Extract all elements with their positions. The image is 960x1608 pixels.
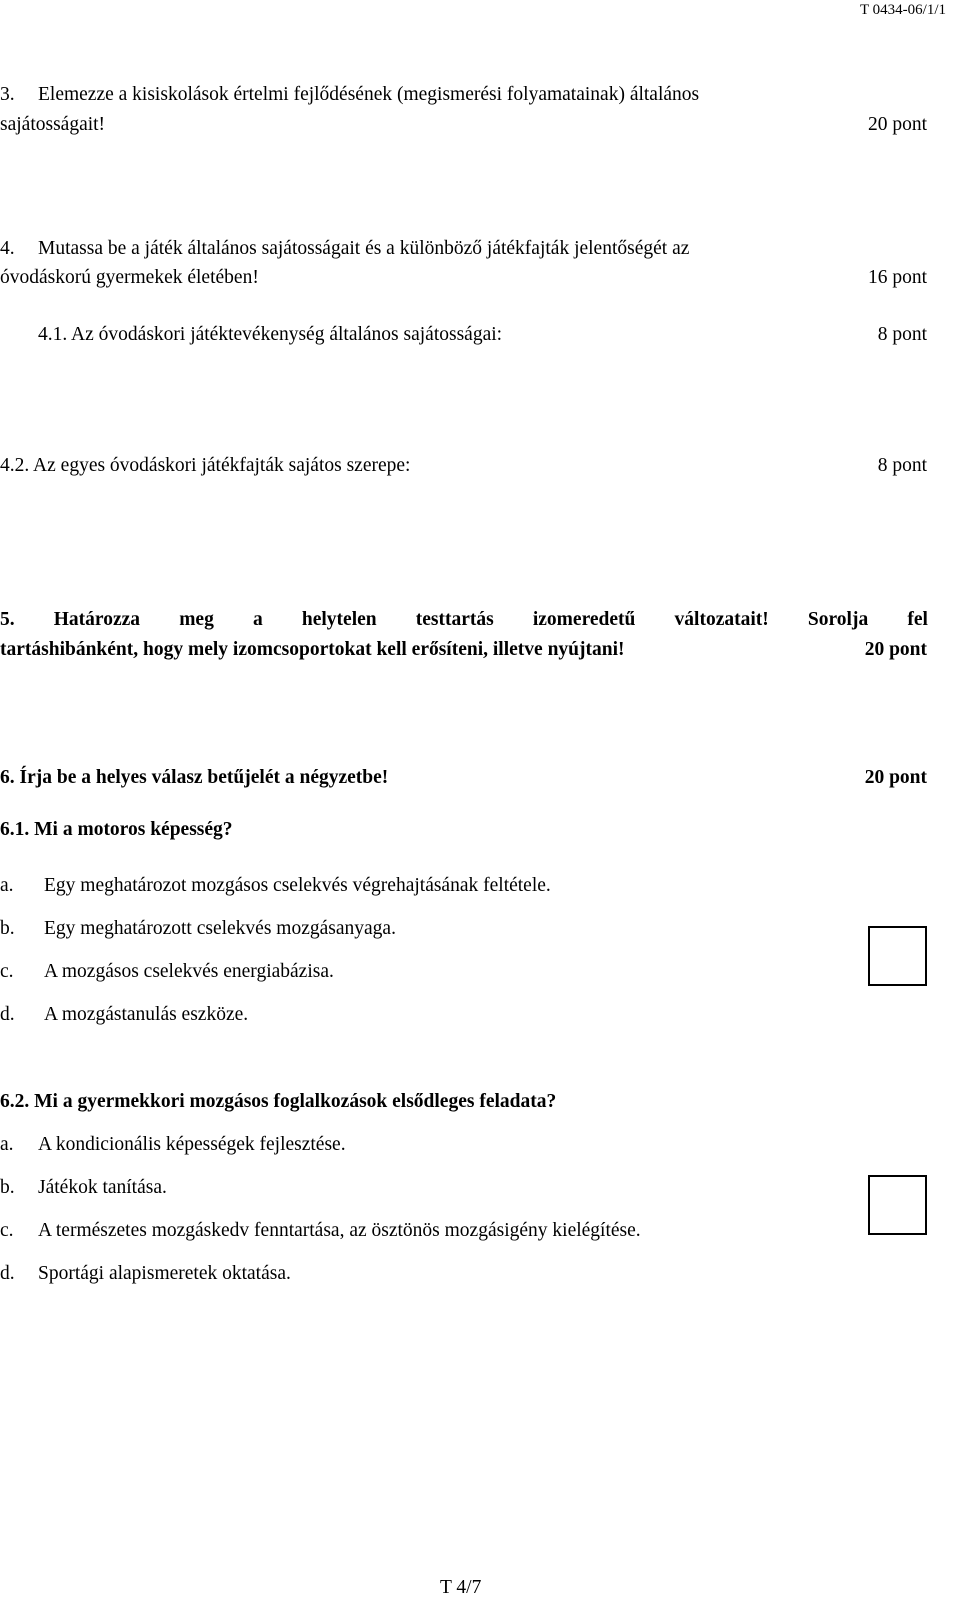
option-text: A mozgásos cselekvés energiabázisa. bbox=[44, 961, 334, 982]
option-text: Egy meghatározott cselekvés mozgásanyaga. bbox=[44, 918, 396, 939]
option-letter: b. bbox=[0, 1177, 15, 1198]
question-text-line-2: sajátosságait! bbox=[0, 114, 106, 135]
word: fel bbox=[907, 609, 928, 630]
points-label: 8 pont bbox=[877, 455, 927, 476]
option-text: Játékok tanítása. bbox=[38, 1177, 167, 1198]
option-letter: a. bbox=[0, 875, 14, 896]
subquestion-title: 6.1. Mi a motoros képesség? bbox=[0, 819, 233, 840]
question-text-line-2: óvodáskorú gyermekek életében! bbox=[0, 267, 259, 288]
option-letter: b. bbox=[0, 918, 15, 939]
question-text-line-2: tartáshibánként, hogy mely izomcsoportokat kell erősíteni, illetve nyújtani! bbox=[0, 639, 625, 660]
option-letter: c. bbox=[0, 961, 14, 982]
subquestion-title: 6.2. Mi a gyermekkori mozgásos foglalkozások elsődleges feladata? bbox=[0, 1091, 557, 1112]
answer-box[interactable] bbox=[868, 1175, 927, 1235]
subquestion-4-1: 4.1. Az óvodáskori játéktevékenység általános sajátosságai: bbox=[38, 324, 503, 345]
question-text-line-1 bbox=[0, 608, 928, 632]
subquestion-4-2: 4.2. Az egyes óvodáskori játékfajták sajátos szerepe: bbox=[0, 455, 411, 476]
option-letter: c. bbox=[0, 1220, 14, 1241]
question-text-line-1: Mutassa be a játék általános sajátosságait és a különböző játékfajták jelentőségét az bbox=[38, 238, 690, 259]
option-text: Sportági alapismeretek oktatása. bbox=[38, 1263, 291, 1284]
word: Határozza bbox=[53, 609, 141, 630]
question-text-line-1: Elemezze a kisiskolások értelmi fejlődésének (megismerési folyamatainak) általános bbox=[38, 84, 700, 105]
word: Sorolja bbox=[807, 609, 869, 630]
word: helytelen bbox=[301, 609, 377, 630]
option-text: Egy meghatározot mozgásos cselekvés végrehajtásának feltétele. bbox=[44, 875, 551, 896]
answer-box[interactable] bbox=[868, 926, 927, 986]
page-number: T 4/7 bbox=[440, 1577, 482, 1598]
points-label: 20 pont bbox=[867, 114, 927, 135]
word: változatait! bbox=[674, 609, 769, 630]
points-label: 20 pont bbox=[864, 767, 927, 788]
option-letter: a. bbox=[0, 1134, 14, 1155]
option-letter: d. bbox=[0, 1263, 15, 1284]
option-text: A természetes mozgáskedv fenntartása, az ösztönös mozgásigény kielégítése. bbox=[38, 1220, 641, 1241]
word: 5. bbox=[0, 609, 15, 630]
document-code: T 0434-06/1/1 bbox=[860, 2, 946, 18]
question-number: 4. bbox=[0, 238, 15, 259]
points-label: 8 pont bbox=[877, 324, 927, 345]
option-text: A kondicionális képességek fejlesztése. bbox=[38, 1134, 346, 1155]
question-number: 3. bbox=[0, 84, 15, 105]
word: izomeredetű bbox=[532, 609, 636, 630]
points-label: 20 pont bbox=[864, 639, 927, 660]
word: testtartás bbox=[415, 609, 494, 630]
word: a bbox=[252, 609, 263, 630]
points-label: 16 pont bbox=[867, 267, 927, 288]
option-letter: d. bbox=[0, 1004, 15, 1025]
option-text: A mozgástanulás eszköze. bbox=[44, 1004, 249, 1025]
question-title: 6. Írja be a helyes válasz betűjelét a négyzetbe! bbox=[0, 767, 389, 788]
word: meg bbox=[179, 609, 214, 630]
